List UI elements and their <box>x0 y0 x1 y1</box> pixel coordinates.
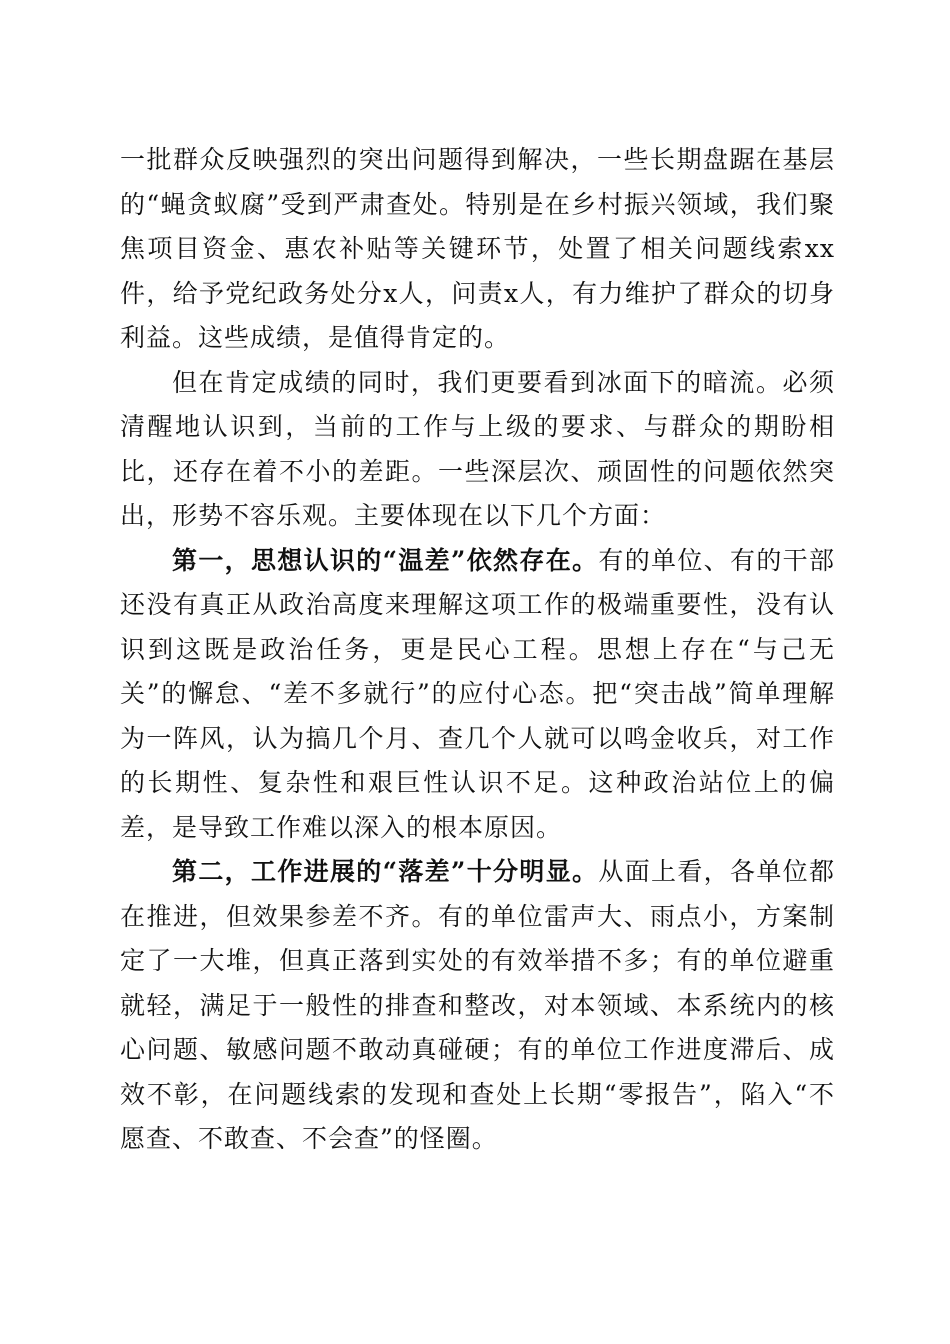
paragraph-point-one <box>120 539 835 851</box>
document-body <box>120 138 835 1162</box>
paragraph-achievements <box>120 138 835 361</box>
paragraph-text: 但在肯定成绩的同时，我们更要看到冰面下的暗流。必须清醒地认识到，当前的工作与上级的要求、与群众的期盼相比，还存在着不小的差距。一些深层次、顽固性的问题依然突出，形势不容乐观。主要体现在以下几个方面： <box>120 367 835 530</box>
paragraph-point-two <box>120 850 835 1162</box>
paragraph-heading: 第二，工作进展的“落差”十分明显。 <box>172 857 599 886</box>
paragraph-heading: 第一，思想认识的“温差”依然存在。 <box>172 545 599 575</box>
paragraph-text: 一批群众反映强烈的突出问题得到解决，一些长期盘踞在基层的“蝇贪蚁腐”受到严肃查处。特别是在乡村振兴领域，我们聚焦项目资金、惠农补贴等关键环节，处置了相关问题线索xx件，给予党纪政务处分x人，问责x人，有力维护了群众的切身利益。这些成绩，是值得肯定的。 <box>120 145 835 352</box>
paragraph-text: 从面上看，各单位都在推进，但效果参差不齐。有的单位雷声大、雨点小，方案制定了一大堆，但真正落到实处的有效举措不多；有的单位避重就轻，满足于一般性的排查和整改，对本领域、本系统内的核心问题、敏感问题不敢动真碰硬；有的单位工作进度滞后、成效不彰，在问题线索的发现和查处上长期“零报告”，陷入“不愿查、不敢查、不会查”的怪圈。 <box>120 857 835 1153</box>
paragraph-shortcomings-intro <box>120 361 835 539</box>
paragraph-text: 有的单位、有的干部还没有真正从政治高度来理解这项工作的极端重要性，没有认识到这既是政治任务，更是民心工程。思想上存在“与己无关”的懈怠、“差不多就行”的应付心态。把“突击战”简单理解为一阵风，认为搞几个月、查几个人就可以鸣金收兵，对工作的长期性、复杂性和艰巨性认识不足。这种政治站位上的偏差，是导致工作难以深入的根本原因。 <box>120 545 835 842</box>
